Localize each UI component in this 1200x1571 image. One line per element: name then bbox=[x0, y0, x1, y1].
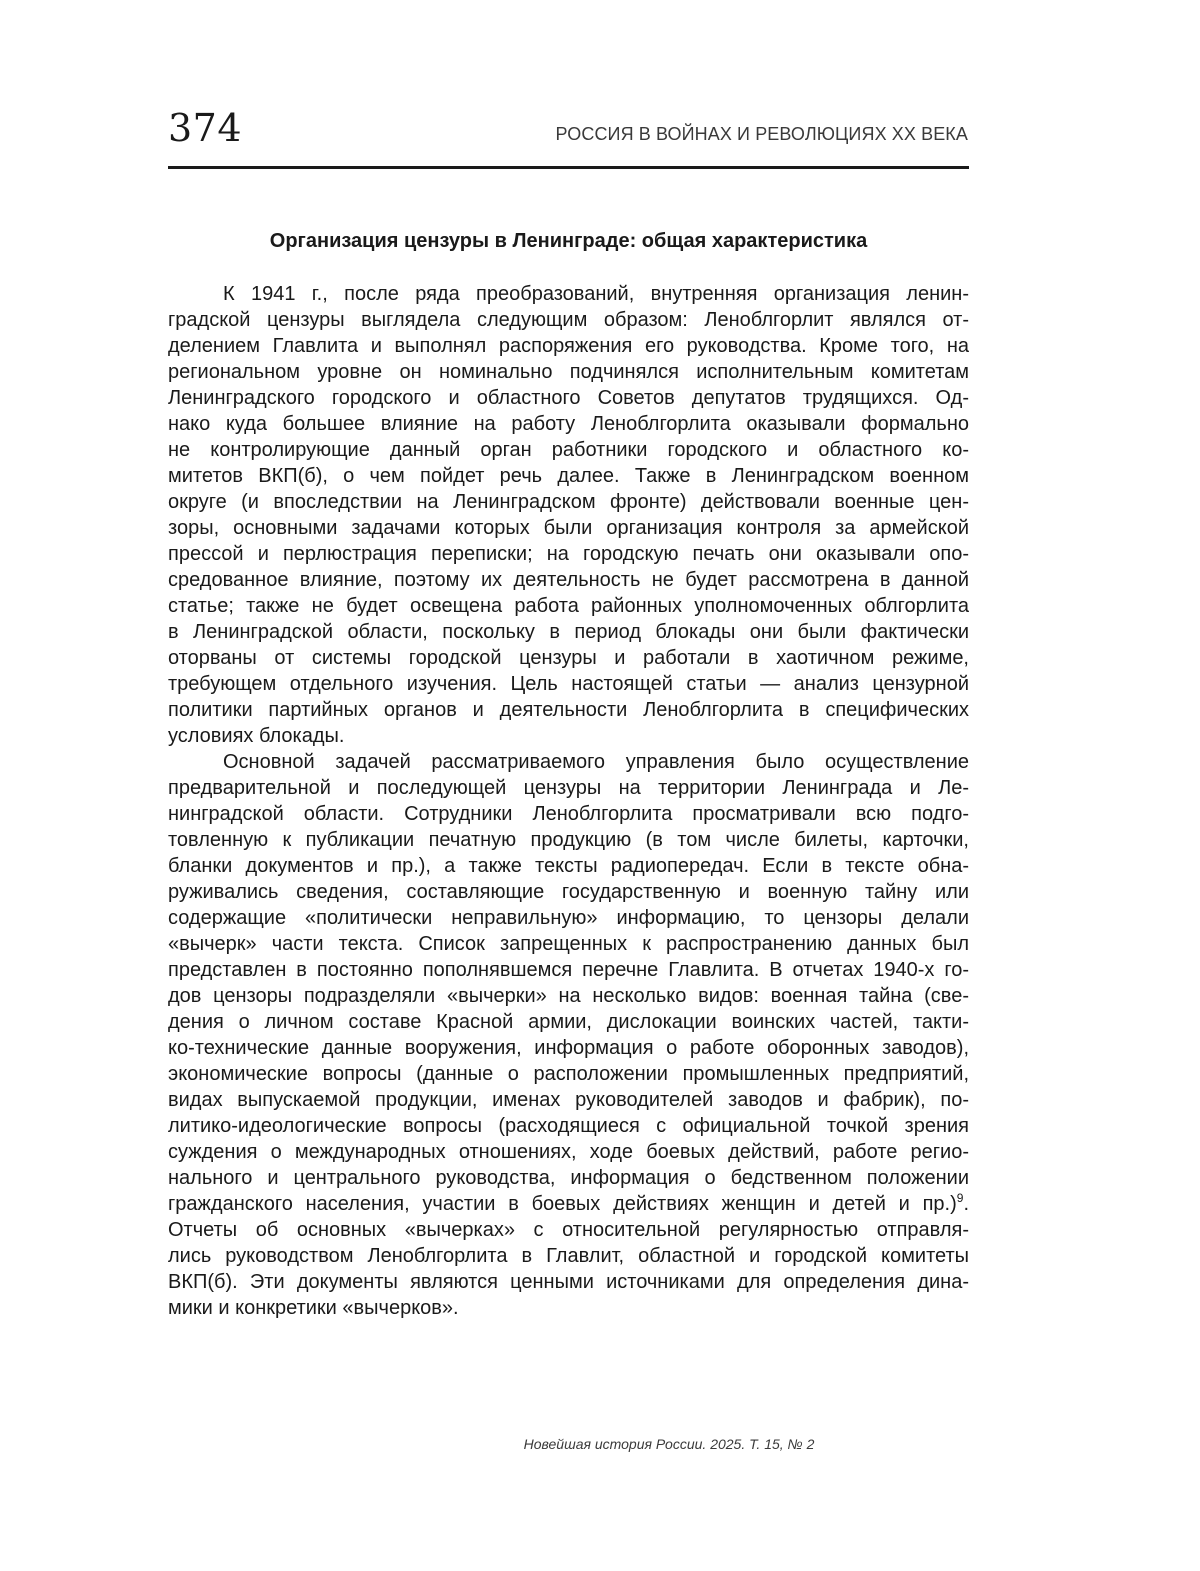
text-line: бланки документов и пр.), а также тексты радиопередач. Если в тексте обна- bbox=[168, 855, 969, 877]
footnote-reference[interactable]: 9 bbox=[956, 1191, 964, 1205]
text-line: округе (и впоследствии на Ленинградском фронте) действовали военные цен- bbox=[168, 491, 969, 513]
text-line-content: гражданского населения, участии в боевых действиях женщин и детей и пр.) bbox=[168, 1193, 957, 1215]
text-line: Ленинградского городского и областного Советов депутатов трудящихся. Од- bbox=[168, 387, 969, 409]
text-line: К 1941 г., после ряда преобразований, внутренняя организация ленин- bbox=[223, 283, 969, 305]
text-line: митетов ВКП(б), о чем пойдет речь далее. Также в Ленинградском военном bbox=[168, 465, 969, 487]
text-line: политики партийных органов и деятельности Леноблгорлита в специфических bbox=[168, 699, 969, 721]
text-line: средованное влияние, поэтому их деятельность не будет рассмотрена в данной bbox=[168, 569, 969, 591]
text-line: ко-технические данные вооружения, информация о работе оборонных заводов), bbox=[168, 1037, 969, 1059]
text-line: дения о личном составе Красной армии, дислокации воинских частей, такти- bbox=[168, 1011, 969, 1033]
text-line: Отчеты об основных «вычерках» с относительной регулярностью отправля- bbox=[168, 1219, 969, 1241]
text-line: суждения о международных отношениях, ходе боевых действий, работе регио- bbox=[168, 1141, 969, 1163]
text-line: нального и центрального руководства, информация о бедственном положении bbox=[168, 1167, 969, 1189]
text-line: Основной задачей рассматриваемого управления было осуществление bbox=[223, 751, 969, 773]
text-line: предварительной и последующей цензуры на территории Ленинграда и Ле- bbox=[168, 777, 969, 799]
text-line: градской цензуры выглядела следующим образом: Леноблгорлит являлся от- bbox=[168, 309, 969, 331]
paragraph-2 bbox=[168, 749, 969, 1321]
paragraph-1 bbox=[168, 281, 969, 749]
journal-citation-footer: Новейшая история России. 2025. Т. 15, № 2 bbox=[523, 1436, 815, 1452]
text-line-with-footnote bbox=[168, 1191, 969, 1217]
text-line: мики и конкретики «вычерков». bbox=[168, 1297, 459, 1319]
text-line: не контролирующие данный орган работники городского и областного ко- bbox=[168, 439, 969, 461]
text-line: условиях блокады. bbox=[168, 725, 345, 747]
text-line: лись руководством Леноблгорлита в Главлит, областной и городской комитеты bbox=[168, 1245, 969, 1267]
text-line: товленную к публикации печатную продукцию (в том числе билеты, карточки, bbox=[168, 829, 969, 851]
text-line: «вычерк» части текста. Список запрещенных к распространению данных был bbox=[168, 933, 969, 955]
text-line: содержащие «политически неправильную» информацию, то цензоры делали bbox=[168, 907, 969, 929]
section-heading: Организация цензуры в Ленинграде: общая характеристика bbox=[269, 230, 868, 252]
text-line: делением Главлита и выполнял распоряжения его руководства. Кроме того, на bbox=[168, 335, 969, 357]
text-line: дов цензоры подразделяли «вычерки» на несколько видов: военная тайна (све- bbox=[168, 985, 969, 1007]
running-head: РОССИЯ В ВОЙНАХ И РЕВОЛЮЦИЯХ XX ВЕКА bbox=[555, 124, 968, 144]
text-line: в Ленинградской области, поскольку в период блокады они были фактически bbox=[168, 621, 969, 643]
footnote-trailing-punctuation: . bbox=[963, 1193, 969, 1215]
text-line: нако куда большее влияние на работу Леноблгорлита оказывали формально bbox=[168, 413, 969, 435]
text-line: представлен в постоянно пополнявшемся перечне Главлита. В отчетах 1940-х го- bbox=[168, 959, 969, 981]
text-line: видах выпускаемой продукции, именах руководителей заводов и фабрик), по- bbox=[168, 1089, 969, 1111]
text-line: ВКП(б). Эти документы являются ценными источниками для определения дина- bbox=[168, 1271, 969, 1293]
text-line: литико-идеологические вопросы (расходящиеся с официальной точкой зрения bbox=[168, 1115, 969, 1137]
text-line: требующем отдельного изучения. Цель настоящей статьи — анализ цензурной bbox=[168, 673, 969, 695]
text-line: зоры, основными задачами которых были организация контроля за армейской bbox=[168, 517, 969, 539]
text-line: оторваны от системы городской цензуры и работали в хаотичном режиме, bbox=[168, 647, 969, 669]
page-number: 374 bbox=[168, 106, 243, 150]
text-line: региональном уровне он номинально подчинялся исполнительным комитетам bbox=[168, 361, 969, 383]
text-line: прессой и перлюстрация переписки; на городскую печать они оказывали опо- bbox=[168, 543, 969, 565]
header-rule bbox=[168, 166, 969, 169]
text-line: экономические вопросы (данные о расположении промышленных предприятий, bbox=[168, 1063, 969, 1085]
text-line: нинградской области. Сотрудники Леноблгорлита просматривали всю подго- bbox=[168, 803, 969, 825]
text-line: статье; также не будет освещена работа районных уполномоченных облгорлита bbox=[168, 595, 969, 617]
article-body bbox=[168, 281, 969, 1321]
text-line: руживались сведения, составляющие государственную и военную тайну или bbox=[168, 881, 969, 903]
